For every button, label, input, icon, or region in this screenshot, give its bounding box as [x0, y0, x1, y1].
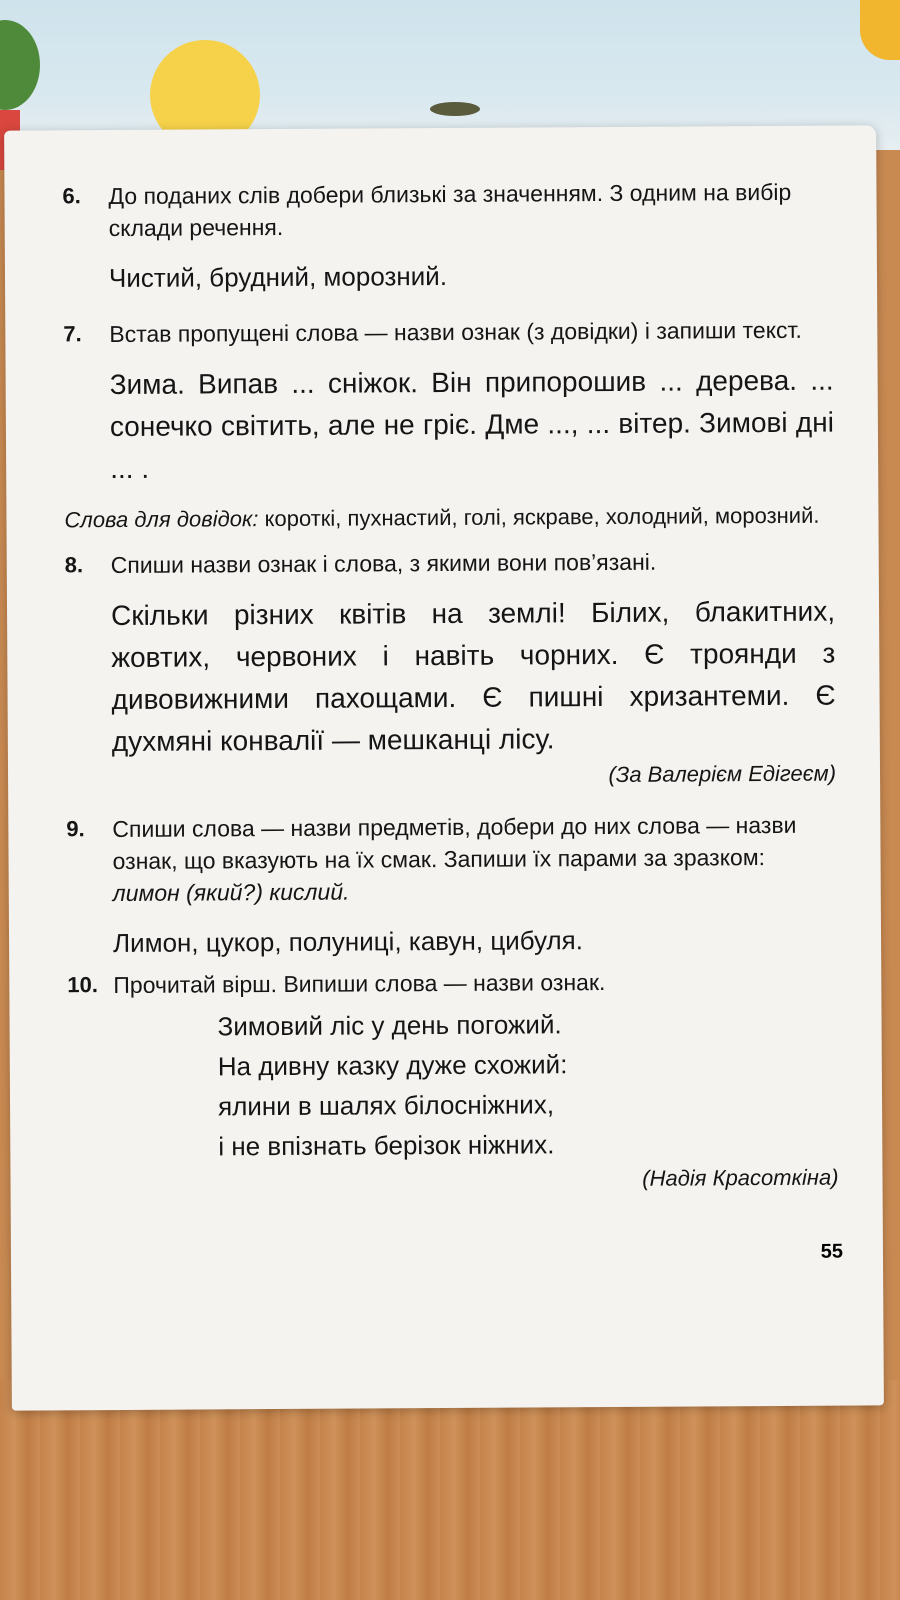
task-10: [67, 965, 837, 1002]
page-number: 55: [820, 1240, 844, 1263]
task-instruction: Встав пропущені слова — назви ознак (з довідки) і запиши текст.: [109, 316, 802, 348]
task-9: [66, 809, 837, 910]
poem-line: ялини в шалях білосніжних,: [217, 1089, 555, 1122]
task-instruction: До поданих слів добери близькі за значенням. З одним на вибір склади речення.: [108, 178, 792, 242]
textbook-page: [4, 125, 884, 1410]
task-instruction: Спиши назви ознак і слова, з якими вони пов’язані.: [110, 548, 657, 579]
task-number: 7.: [63, 321, 82, 347]
task-text: Скільки різних квітів на землі! Білих, блакитних, жовтих, червоних і навіть чорних. Є троянди з дивовижними пахощами. Є пишні хризантеми. Є духмяні конвалії — мешканці лісу.: [110, 595, 836, 758]
task-8: [65, 545, 835, 582]
poem-line: На дивну казку дуже схожий:: [217, 1049, 568, 1082]
task-instruction: Прочитай вірш. Випиши слова — назви ознак.: [113, 969, 606, 999]
poem-line: Зимовий ліс у день погожий.: [217, 1009, 562, 1042]
author-credit: (За Валерієм Едігеєм): [608, 760, 837, 787]
poem-line: і не впізнать берізок ніжних.: [218, 1129, 555, 1162]
task-number: 6.: [62, 183, 81, 209]
reference-words: [64, 500, 834, 536]
cover-leaf-illustration: [0, 20, 40, 110]
cover-bird-illustration: [430, 102, 480, 116]
sample-text: лимон (який?) кислий.: [112, 878, 350, 907]
task-7: [63, 314, 833, 351]
page-content: [62, 176, 838, 1198]
reference-label: Слова для довідок:: [64, 506, 259, 533]
task-instruction: [112, 809, 837, 909]
task-number: 9.: [66, 816, 85, 842]
task-number: 8.: [64, 552, 84, 578]
wooden-desk: [0, 1380, 900, 1600]
cover-decoration: [860, 0, 900, 60]
task-words: Лимон, цукор, полуниці, кавун, цибуля.: [112, 925, 584, 959]
task-number: 10.: [67, 972, 98, 998]
poem: [217, 1003, 838, 1167]
reference-list: короткі, пухнастий, голі, яскраве, холодний, морозний.: [264, 502, 820, 532]
task-text: Зима. Випав ... сніжок. Він припорошив ... дерева. ... сонечко світить, але не гріє. Дме ..., ... вітер. Зимові дні ... .: [109, 364, 834, 485]
author-credit: (Надія Красоткіна): [642, 1164, 839, 1191]
task-words: Чистий, брудний, морозний.: [108, 260, 448, 294]
task-6: [62, 176, 832, 245]
instruction-text: Спиши слова — назви предметів, добери до них слова — назви ознак, що вказують на їх смак. Запиши їх парами за зразком:: [112, 811, 797, 875]
